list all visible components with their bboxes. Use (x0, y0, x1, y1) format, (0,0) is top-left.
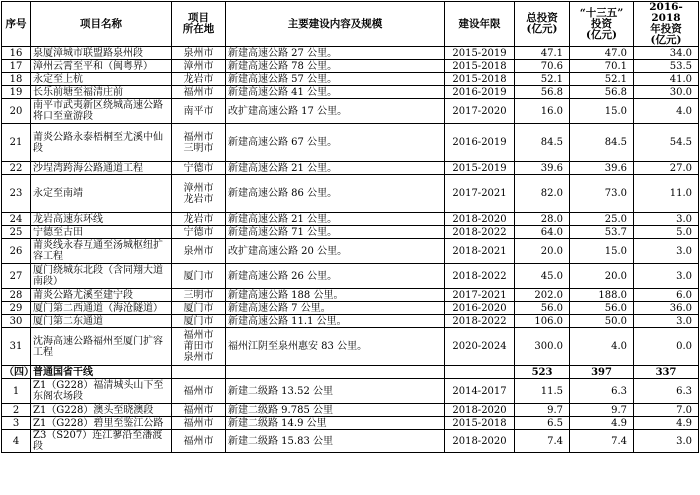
row-period: 2017-2021 (445, 289, 515, 302)
row-plan: 50.0 (570, 315, 634, 328)
row-plan: 15.0 (570, 99, 634, 124)
row-content: 新建高速公路 78 公里。 (226, 60, 445, 73)
row-content: 新建高速公路 86 公里。 (226, 175, 445, 213)
row-plan: 7.4 (570, 430, 634, 453)
row-period: 2017-2021 (445, 175, 515, 213)
table-row (2, 417, 699, 430)
row-period: 2018-2022 (445, 226, 515, 239)
row-name: 永定至南靖 (31, 175, 172, 213)
row-content: 新建高速公路 11.1 公里。 (226, 315, 445, 328)
row-period: 2018-2020 (445, 213, 515, 226)
row-name: 沙埕湾跨海公路通道工程 (31, 162, 172, 175)
row-2016-2018: 0.0 (634, 328, 699, 366)
row-seq: 17 (2, 60, 31, 73)
row-total: 56.0 (515, 302, 570, 315)
row-total: 56.8 (515, 86, 570, 99)
section-seq: （四） (2, 366, 31, 379)
row-plan: 20.0 (570, 264, 634, 289)
table-row (2, 379, 699, 404)
row-location: 宁德市 (172, 226, 226, 239)
row-seq: 30 (2, 315, 31, 328)
row-period: 2015-2019 (445, 47, 515, 60)
row-name: Z1（G228）福清城头山下至东阁农场段 (31, 379, 172, 404)
row-seq: 28 (2, 289, 31, 302)
row-plan: 6.3 (570, 379, 634, 404)
row-2016-2018: 4.9 (634, 417, 699, 430)
row-location: 漳州市 (172, 60, 226, 73)
row-location: 厦门市 (172, 302, 226, 315)
header-name: 项目名称 (31, 2, 172, 47)
row-total: 82.0 (515, 175, 570, 213)
row-total: 202.0 (515, 289, 570, 302)
row-location: 厦门市 (172, 315, 226, 328)
row-location: 宁德市 (172, 162, 226, 175)
table-row (2, 315, 699, 328)
row-2016-2018: 3.0 (634, 213, 699, 226)
row-plan: 73.0 (570, 175, 634, 213)
row-total: 6.5 (515, 417, 570, 430)
row-name: 莆炎公路尤溪至建宁段 (31, 289, 172, 302)
header-content: 主要建设内容及规模 (226, 2, 445, 47)
row-location: 福州市 (172, 404, 226, 417)
table-row (2, 213, 699, 226)
row-period: 2016-2019 (445, 124, 515, 162)
row-total: 52.1 (515, 73, 570, 86)
row-2016-2018: 3.0 (634, 264, 699, 289)
row-seq: 21 (2, 124, 31, 162)
row-seq: 19 (2, 86, 31, 99)
header-location: 项目 所在地 (172, 2, 226, 47)
row-plan: 47.0 (570, 47, 634, 60)
table-row (2, 239, 699, 264)
table-row (2, 162, 699, 175)
row-total: 300.0 (515, 328, 570, 366)
row-period: 2015-2019 (445, 162, 515, 175)
row-2016-2018: 6.3 (634, 379, 699, 404)
investment-table (1, 1, 699, 453)
row-location: 福州市 (172, 86, 226, 99)
row-location: 福州市 (172, 430, 226, 453)
row-name: 厦门第二西通道（海沧隧道） (31, 302, 172, 315)
table-row (2, 430, 699, 453)
row-period: 2020-2024 (445, 328, 515, 366)
row-period: 2015-2018 (445, 73, 515, 86)
row-name: 厦门绕城东北段（含同翔大道南段） (31, 264, 172, 289)
row-location: 龙岩市 (172, 213, 226, 226)
row-location: 厦门市 (172, 264, 226, 289)
row-content: 新建高速公路 57 公里。 (226, 73, 445, 86)
row-content: 新建高速公路 7 公里。 (226, 302, 445, 315)
header-plan: “十三五” 投资 (亿元) (570, 2, 634, 47)
row-content: 新建高速公路 71 公里。 (226, 226, 445, 239)
section-2016-2018: 337 (634, 366, 699, 379)
row-content: 改扩建高速公路 17 公里。 (226, 99, 445, 124)
row-total: 20.0 (515, 239, 570, 264)
row-seq: 22 (2, 162, 31, 175)
row-plan: 15.0 (570, 239, 634, 264)
row-location: 南平市 (172, 99, 226, 124)
table-row (2, 226, 699, 239)
row-total: 9.7 (515, 404, 570, 417)
header-period: 建设年限 (445, 2, 515, 47)
section-name: 普通国省干线 (31, 366, 172, 379)
row-total: 28.0 (515, 213, 570, 226)
row-seq: 24 (2, 213, 31, 226)
row-location: 泉州市 (172, 47, 226, 60)
row-location: 漳州市 龙岩市 (172, 175, 226, 213)
row-name: 长乐前塘至福清庄前 (31, 86, 172, 99)
row-2016-2018: 54.5 (634, 124, 699, 162)
row-name: Z1（G228）碧里至鉴江公路 (31, 417, 172, 430)
row-seq: 26 (2, 239, 31, 264)
row-plan: 39.6 (570, 162, 634, 175)
row-period: 2018-2022 (445, 315, 515, 328)
row-period: 2015-2018 (445, 417, 515, 430)
row-location: 泉州市 (172, 239, 226, 264)
row-plan: 25.0 (570, 213, 634, 226)
row-total: 47.1 (515, 47, 570, 60)
table-row (2, 302, 699, 315)
row-name: 龙岩高速东环线 (31, 213, 172, 226)
row-name: 厦门第二东通道 (31, 315, 172, 328)
row-plan: 4.0 (570, 328, 634, 366)
row-total: 64.0 (515, 226, 570, 239)
row-period: 2018-2021 (445, 239, 515, 264)
row-name: 宁德至古田 (31, 226, 172, 239)
table-row (2, 328, 699, 366)
row-period: 2016-2020 (445, 302, 515, 315)
row-name: 沈海高速公路福州至厦门扩容工程 (31, 328, 172, 366)
row-period: 2017-2020 (445, 99, 515, 124)
section-total: 523 (515, 366, 570, 379)
table-row (2, 73, 699, 86)
row-seq: 29 (2, 302, 31, 315)
row-location: 三明市 (172, 289, 226, 302)
table-row (2, 124, 699, 162)
row-2016-2018: 11.0 (634, 175, 699, 213)
section-row (2, 366, 699, 379)
row-name: 莆炎线永春互通至汤城枢纽扩容工程 (31, 239, 172, 264)
row-period: 2014-2017 (445, 379, 515, 404)
row-seq: 16 (2, 47, 31, 60)
row-2016-2018: 27.0 (634, 162, 699, 175)
row-location: 福州市 莆田市 泉州市 (172, 328, 226, 366)
row-2016-2018: 36.0 (634, 302, 699, 315)
row-content: 新建二级路 13.52 公里 (226, 379, 445, 404)
row-name: Z1（G228）澳头至晓澳段 (31, 404, 172, 417)
row-name: 莆炎公路永泰梧桐至尤溪中仙段 (31, 124, 172, 162)
section-plan: 397 (570, 366, 634, 379)
row-location: 福州市 (172, 417, 226, 430)
row-plan: 56.0 (570, 302, 634, 315)
row-period: 2015-2018 (445, 60, 515, 73)
row-content: 新建二级路 15.83 公里 (226, 430, 445, 453)
row-location: 龙岩市 (172, 73, 226, 86)
row-content: 新建高速公路 21 公里。 (226, 162, 445, 175)
row-2016-2018: 30.0 (634, 86, 699, 99)
row-total: 84.5 (515, 124, 570, 162)
row-content: 福州江阴至泉州惠安 83 公里。 (226, 328, 445, 366)
table-row (2, 60, 699, 73)
row-plan: 84.5 (570, 124, 634, 162)
row-plan: 188.0 (570, 289, 634, 302)
row-content: 新建高速公路 27 公里。 (226, 47, 445, 60)
row-name: 漳州云霄至平和（闽粤界） (31, 60, 172, 73)
row-plan: 4.9 (570, 417, 634, 430)
row-content: 新建二级路 9.785 公里 (226, 404, 445, 417)
row-content: 新建高速公路 21 公里。 (226, 213, 445, 226)
row-seq: 2 (2, 404, 31, 417)
row-seq: 25 (2, 226, 31, 239)
row-plan: 9.7 (570, 404, 634, 417)
row-content: 新建二级路 14.9 公里 (226, 417, 445, 430)
header-total: 总投资 (亿元) (515, 2, 570, 47)
row-period: 2016-2019 (445, 86, 515, 99)
table-row (2, 47, 699, 60)
row-content: 新建高速公路 67 公里。 (226, 124, 445, 162)
header-row (2, 2, 699, 47)
row-total: 16.0 (515, 99, 570, 124)
row-content: 新建高速公路 41 公里。 (226, 86, 445, 99)
row-2016-2018: 41.0 (634, 73, 699, 86)
table-row (2, 175, 699, 213)
row-plan: 52.1 (570, 73, 634, 86)
row-2016-2018: 6.0 (634, 289, 699, 302)
row-name: 泉厦漳城市联盟路泉州段 (31, 47, 172, 60)
row-total: 106.0 (515, 315, 570, 328)
row-2016-2018: 3.0 (634, 239, 699, 264)
table-row (2, 86, 699, 99)
row-name: 南平市武夷新区绕城高速公路将口至童游段 (31, 99, 172, 124)
row-content: 改扩建高速公路 20 公里。 (226, 239, 445, 264)
row-location: 福州市 (172, 379, 226, 404)
row-name: 永定至上杭 (31, 73, 172, 86)
row-seq: 31 (2, 328, 31, 366)
row-2016-2018: 4.0 (634, 99, 699, 124)
row-period: 2018-2022 (445, 264, 515, 289)
row-location: 福州市 三明市 (172, 124, 226, 162)
row-2016-2018: 3.0 (634, 430, 699, 453)
row-total: 7.4 (515, 430, 570, 453)
row-plan: 70.1 (570, 60, 634, 73)
row-total: 70.6 (515, 60, 570, 73)
row-2016-2018: 53.5 (634, 60, 699, 73)
row-content: 新建高速公路 188 公里。 (226, 289, 445, 302)
row-total: 45.0 (515, 264, 570, 289)
row-name: Z3（S207）连江蓼沿至潘渡段 (31, 430, 172, 453)
row-2016-2018: 7.0 (634, 404, 699, 417)
row-2016-2018: 3.0 (634, 315, 699, 328)
table-row (2, 289, 699, 302)
row-seq: 1 (2, 379, 31, 404)
section-empty-cell (445, 366, 515, 379)
row-content: 新建高速公路 26 公里。 (226, 264, 445, 289)
row-plan: 56.8 (570, 86, 634, 99)
table-row (2, 99, 699, 124)
table-row (2, 404, 699, 417)
row-period: 2018-2020 (445, 404, 515, 417)
row-seq: 27 (2, 264, 31, 289)
section-empty-cell (226, 366, 445, 379)
row-period: 2018-2020 (445, 430, 515, 453)
row-total: 39.6 (515, 162, 570, 175)
row-seq: 23 (2, 175, 31, 213)
row-seq: 3 (2, 417, 31, 430)
row-seq: 18 (2, 73, 31, 86)
section-empty-cell (172, 366, 226, 379)
header-seq: 序号 (2, 2, 31, 47)
row-seq: 20 (2, 99, 31, 124)
row-seq: 4 (2, 430, 31, 453)
row-plan: 53.7 (570, 226, 634, 239)
header-2016-2018: 2016-2018 年投资 (亿元) (634, 2, 699, 47)
row-2016-2018: 34.0 (634, 47, 699, 60)
row-2016-2018: 5.0 (634, 226, 699, 239)
row-total: 11.5 (515, 379, 570, 404)
table-row (2, 264, 699, 289)
